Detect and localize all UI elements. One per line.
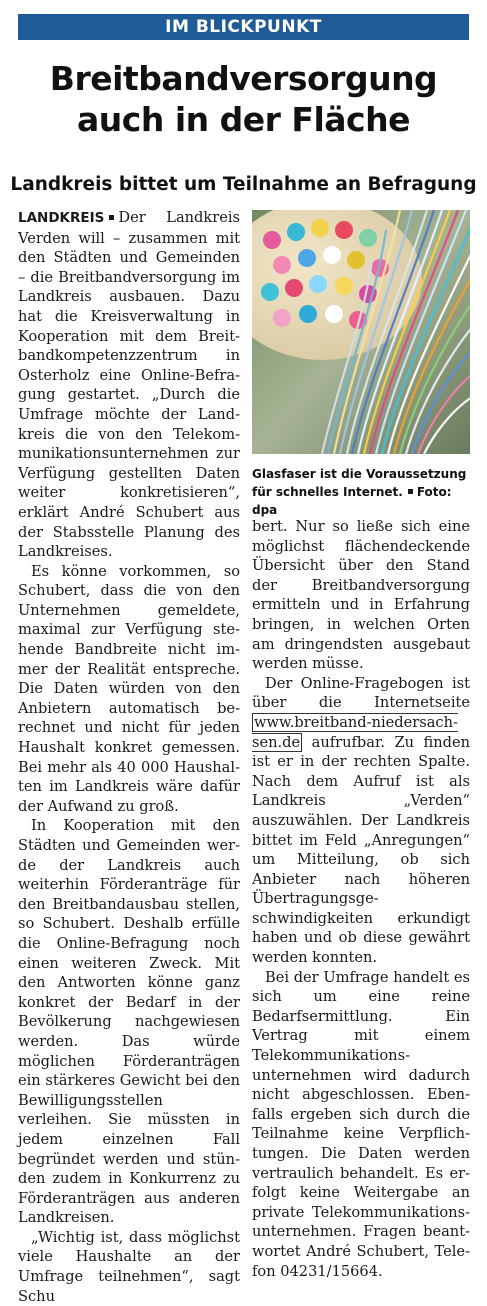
article-paragraph: Bei der Umfrage handelt es sich um eine reine Bedarfsermittlung. Ein Vertrag mit einem Telekommunikationsunternehmen wird dadurch nicht abgeschlossen. Ebenfalls ergeben sich durch die Teilnahme keine Verpflichtungen. Die Daten werden vertraulich behandelt. Es erfolgt keine Weitergabe an private Telekommunikationsunternehmen. Fragen beantwortet André Schubert, Telefon 04231/15664.: [252, 968, 470, 1280]
article-paragraph: [18, 208, 240, 562]
fiber-optic-image: [252, 210, 470, 454]
survey-url-link[interactable]: www.breitband-niedersachsen.de: [252, 713, 458, 751]
paragraph-text: Der Online-Fragebogen ist über die Internetseite: [252, 674, 470, 712]
article-paragraph: Es könne vorkommen, so Schubert, dass die von den Unternehmen gemeldete, maximal zur Verfügung stehende Bandbreite nicht immer der Realität entspreche. Die Daten würden von den Anbietern automatisch berechnet und nicht für jeden Haushalt konkret gemessen. Bei mehr als 40 000 Haushalten im Landkreis wäre dafür der Aufwand zu groß.: [18, 562, 240, 815]
article-headline: [10, 58, 477, 140]
article-paragraph: [252, 674, 470, 968]
caption-bullet-icon: [408, 489, 413, 494]
article-paragraph: bert. Nur so ließe sich eine möglichst flächendeckende Übersicht über den Stand der Breitbandversorgung ermitteln und in Erfahrung bringen, in welchen Orten am dringendsten ausgebaut werden müsse.: [252, 518, 470, 673]
paragraph-text: Der Landkreis Verden will – zusammen mit den Städten und Gemeinden – die Breitbandversorgung im Landkreis ausbauen. Dazu hat die Kreisverwaltung in Kooperation mit dem Breitbandkompetenzzentrum in Osterholz eine Online-Befragung gestartet. „Durch die Umfrage möchte der Landkreis die von den Telekommunikationsunternehmen zur Verfügung gestellten Daten weiter konkretisieren“, erklärt André Schubert aus der Stabsstelle Planung des Landkreises.: [18, 209, 240, 561]
rubric-label: IM BLICKPUNKT: [165, 17, 322, 37]
fiber-optic-photo: [252, 210, 470, 454]
photo-credit: Foto: dpa: [252, 485, 452, 517]
photo-caption: [252, 465, 472, 519]
section-rubric: [18, 14, 469, 40]
article-paragraph: „Wichtig ist, dass möglichst viele Haushalte an der Umfrage teilnehmen“, sagt Schu: [18, 1228, 240, 1305]
headline-line-1: Breitbandversorgung: [49, 59, 438, 98]
article-column-left: [18, 208, 240, 1306]
article-subheadline: Landkreis bittet um Teilnahme an Befragung: [10, 174, 477, 195]
dateline: LANDKREIS: [18, 210, 105, 226]
headline-line-2: auch in der Fläche: [77, 100, 410, 139]
article-paragraph: In Kooperation mit den Städten und Gemeinden werde der Landkreis auch weiterhin Förderanträge für den Breitbandausbau stellen, so Schubert. Deshalb erfülle die Online-Befragung noch einen weiteren Zweck. Mit den Antworten könne ganz konkret der Bedarf in der Bevölkerung nachgewiesen werden. Das würde möglichen Förderanträgen ein stärkeres Gewicht bei den Bewilligungsstellen verleihen. Sie müssten in jedem einzelnen Fall begründet werden und stünden zudem in Konkurrenz zu Förderanträgen aus anderen Landkreisen.: [18, 817, 240, 1227]
dateline-bullet-icon: [109, 215, 114, 220]
caption-text: Glasfaser ist die Voraussetzung für schnelles Internet.: [252, 467, 467, 499]
article-column-right: [252, 517, 470, 1281]
paragraph-text: aufrufbar. Zu finden ist er in der rechten Spalte. Nach dem Aufruf ist als Landkreis „Verden“ auszuwählen. Der Landkreis bittet im Feld „Anregungen“ um Mitteilung, ob sich Anbieter nach höheren Übertragungsgeschwindigkeiten erkundigt haben und ob diese gewährt werden konnten.: [252, 733, 470, 967]
